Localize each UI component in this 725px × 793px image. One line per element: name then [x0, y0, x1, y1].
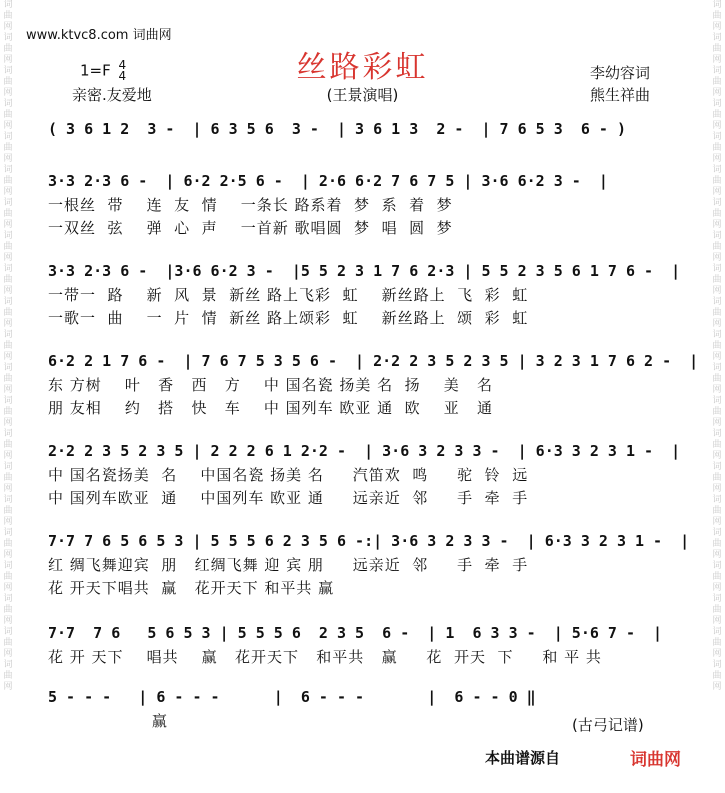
- tempo-mood: 亲密.友爱地: [72, 86, 152, 104]
- lyric-row: 一带一 路 新 风 景 新丝 路上飞彩 虹 新丝路上 飞 彩 虹: [48, 286, 529, 304]
- lyric-row: 花 开天下唱共 赢 花开天下 和平共 赢: [48, 579, 335, 597]
- notation-row: 5 - - - | 6 - - - | 6 - - - | 6 - - 0 ‖: [48, 688, 536, 706]
- time-signature: [119, 60, 127, 82]
- score-line: [48, 168, 668, 240]
- score-line: [48, 116, 668, 142]
- score-line: [48, 438, 681, 510]
- transcriber-credit: (古弓记谱): [572, 716, 644, 734]
- score-line: [48, 528, 690, 600]
- lyric-row: 一双丝 弦 弹 心 声 一首新 歌唱圆 梦 唱 圆 梦: [48, 219, 453, 237]
- key-label: 1=F: [80, 61, 111, 80]
- watermark-left: 词曲网词曲网词曲网词曲网词曲网词曲网词曲网词曲网词曲网词曲网词曲网词曲网词曲网词曲网词曲网词曲网词曲网词曲网词曲网词曲网词曲网: [3, 0, 13, 692]
- lyric-row: 红 绸飞舞迎宾 朋 红绸飞舞 迎 宾 朋 远亲近 邻 手 牵 手: [48, 556, 529, 574]
- key-signature: [80, 60, 126, 82]
- footer-brand[interactable]: 词曲网: [630, 750, 681, 770]
- lyric-row: 东 方树 叶 香 西 方 中 国名瓷 扬美 名 扬 美 名: [48, 376, 494, 394]
- notation-row: 7·7 7 6 5 6 5 3 | 5 5 5 6 2 3 5 6 -:| 3·6 3 2 3 3 - | 6·3 3 2 3 1 - |: [48, 532, 690, 550]
- lyric-row: 朋 友相 约 搭 快 车 中 国列车 欧亚 通 欧 亚 通: [48, 399, 494, 417]
- score-line: [48, 258, 681, 330]
- time-bottom: 4: [118, 69, 127, 83]
- score-line: [48, 620, 668, 669]
- score-line: [48, 348, 699, 420]
- lyric-row: 一根丝 带 连 友 情 一条长 路系着 梦 系 着 梦: [48, 196, 453, 214]
- notation-row: 2·2 2 3 5 2 3 5 | 2 2 2 6 1 2·2 - | 3·6 3 2 3 3 - | 6·3 3 2 3 1 - |: [48, 442, 681, 460]
- site-url[interactable]: www.ktvc8.com 词曲网: [26, 28, 172, 43]
- lyricist: 李幼容词: [590, 64, 651, 82]
- lyric-row: 中 国列车欧亚 通 中国列车 欧亚 通 远亲近 邻 手 牵 手: [48, 489, 529, 507]
- watermark-right: 词曲网词曲网词曲网词曲网词曲网词曲网词曲网词曲网词曲网词曲网词曲网词曲网词曲网词曲网词曲网词曲网词曲网词曲网词曲网词曲网词曲网: [712, 0, 722, 692]
- singer: (王景演唱): [326, 86, 399, 104]
- composer: 熊生祥曲: [590, 86, 651, 104]
- time-top: 4: [118, 58, 127, 72]
- notation-row: 7·7 7 6 5 6 5 3 | 5 5 5 6 2 3 5 6 - | 1 6 3 3 - | 5·6 7 - |: [48, 624, 663, 642]
- notation-row: 6·2 2 1 7 6 - | 7 6 7 5 3 5 6 - | 2·2 2 3 5 2 3 5 | 3 2 3 1 7 6 2 - |: [48, 352, 699, 370]
- notation-row: 3·3 2·3 6 - | 6·2 2·5 6 - | 2·6 6·2 7 6 7 5 | 3·6 6·2 3 - |: [48, 172, 608, 190]
- notation-row: ( 3 6 1 2 3 - | 6 3 5 6 3 - | 3 6 1 3 2 - | 7 6 5 3 6 - ): [48, 120, 626, 138]
- lyric-row: 花 开 天下 唱共 赢 花开天下 和平共 赢 花 开天 下 和 平 共: [48, 648, 602, 666]
- lyric-row: 赢: [48, 712, 168, 730]
- notation-row: 3·3 2·3 6 - |3·6 6·2 3 - |5 5 2 3 1 7 6 2·3 | 5 5 2 3 5 6 1 7 6 - |: [48, 262, 681, 280]
- footer-source: 本曲谱源自: [485, 749, 561, 767]
- lyric-row: 一歌一 曲 一 片 情 新丝 路上颂彩 虹 新丝路上 颂 彩 虹: [48, 309, 529, 327]
- song-title: 丝路彩虹: [296, 50, 429, 85]
- lyric-row: 中 国名瓷扬美 名 中国名瓷 扬美 名 汽笛欢 鸣 驼 铃 远: [48, 466, 529, 484]
